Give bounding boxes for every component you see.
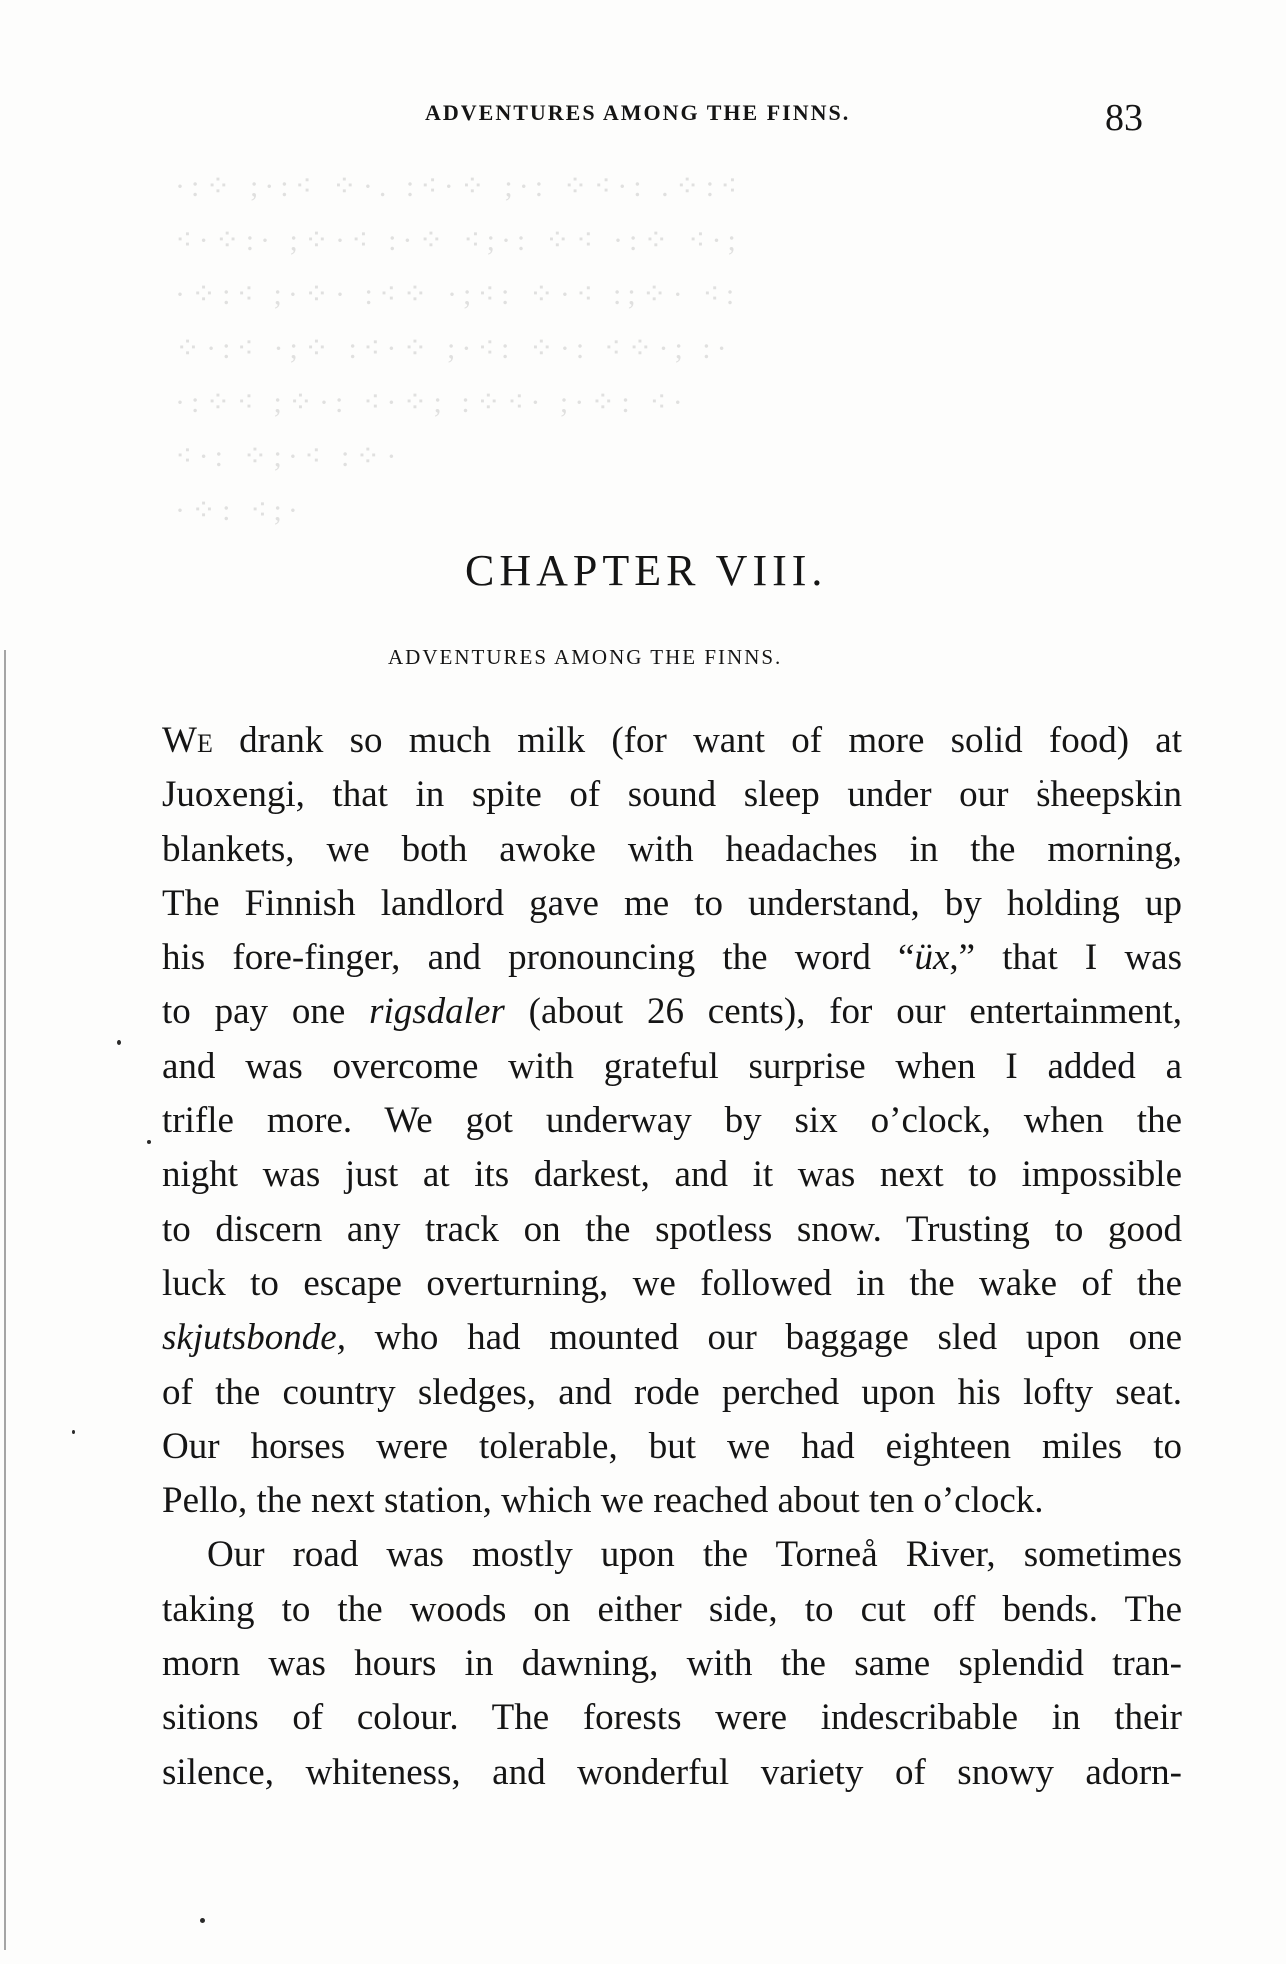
text-run: who had mounted our baggage sled upon one — [345, 1317, 1182, 1359]
ink-speck — [117, 1040, 121, 1045]
show-through-marks: ·:⁘ ;·:⁖ ⁘·. :⁖·⁘ ;·: ⁘⁖·: .⁘:⁖ ⁖·⁘:· ;⁘·⁖ :·⁘ ⁖;·: ⁘⁖ ·:⁘ ⁖·; ·⁘:⁖ ;·⁘· :⁖⁘ ·;⁖: ⁘·⁖ :;⁘· ⁖: ⁘·:⁖ ·;⁘ :⁖·⁘ ;·⁖: ⁘·: ⁖⁘·; :· ·:⁘⁖ ;⁘·: ⁖·⁘; :⁘⁖· ;·⁘: ⁖· ⁖·: ⁘;·⁖ :⁘· ·⁘: ⁖;· — [175, 170, 744, 527]
text-line: morn was hours in dawning, with the same splendid tran- — [162, 1643, 1182, 1685]
text-line: Juoxengi, that in spite of sound sleep under our sheepskin — [162, 774, 1182, 816]
text-run: (about 26 cents), for our entertainment, — [504, 991, 1182, 1033]
text-line: and was overcome with grateful surprise when I added a — [162, 1045, 1182, 1087]
text-line — [162, 931, 1182, 985]
text-line — [162, 714, 1182, 768]
ink-speck — [147, 1140, 151, 1144]
text-line: The Finnish landlord gave me to understand, by holding up — [162, 882, 1182, 924]
italic-word: üx — [914, 937, 950, 979]
text-line: silence, whiteness, and wonderful variety of snowy adorn- — [162, 1751, 1182, 1793]
italic-word: rigsdaler — [369, 991, 505, 1033]
text-line: sitions of colour. The forests were indescribable in their — [162, 1697, 1182, 1739]
text-line: blankets, we both awoke with headaches in the morning, — [162, 828, 1182, 870]
text-run: his fore-finger, and pronouncing the word “ — [162, 937, 915, 979]
text-line: Pello, the next station, which we reached about ten o’clock. — [162, 1480, 1044, 1522]
text-run: ,” that I was — [949, 937, 1182, 979]
text-line: trifle more. We got underway by six o’clock, when the — [162, 1100, 1182, 1142]
ink-speck — [200, 1918, 205, 1923]
chapter-title: CHAPTER VIII. — [465, 546, 828, 595]
text-line: luck to escape overturning, we followed in the wake of the — [162, 1262, 1182, 1304]
running-title: ADVENTURES AMONG THE FINNS. — [425, 100, 851, 125]
text-line — [162, 1311, 1182, 1365]
text-run: drank so much milk (for want of more solid food) at — [212, 720, 1182, 761]
text-line: taking to the woods on either side, to cut off bends. The — [162, 1588, 1182, 1630]
chapter-subtitle: ADVENTURES AMONG THE FINNS. — [388, 645, 783, 669]
small-cap-rest: E — [196, 729, 213, 758]
text-line: to discern any track on the spotless snow. Trusting to good — [162, 1208, 1182, 1250]
body-text — [162, 714, 1182, 1800]
text-run: to pay one — [162, 991, 370, 1033]
page-number: 83 — [1105, 97, 1143, 139]
ink-speck — [72, 1430, 75, 1434]
text-line: night was just at its darkest, and it was next to impossible — [162, 1154, 1182, 1196]
text-line — [162, 985, 1182, 1039]
italic-word: skjutsbonde, — [162, 1317, 346, 1359]
text-line: of the country sledges, and rode perched upon his lofty seat. — [162, 1371, 1182, 1413]
text-line: Our road was mostly upon the Torneå River, sometimes — [207, 1534, 1182, 1576]
text-line: Our horses were tolerable, but we had eighteen miles to — [162, 1425, 1182, 1467]
page-edge-shadow — [4, 650, 6, 1950]
small-cap-initial: W — [162, 720, 197, 761]
